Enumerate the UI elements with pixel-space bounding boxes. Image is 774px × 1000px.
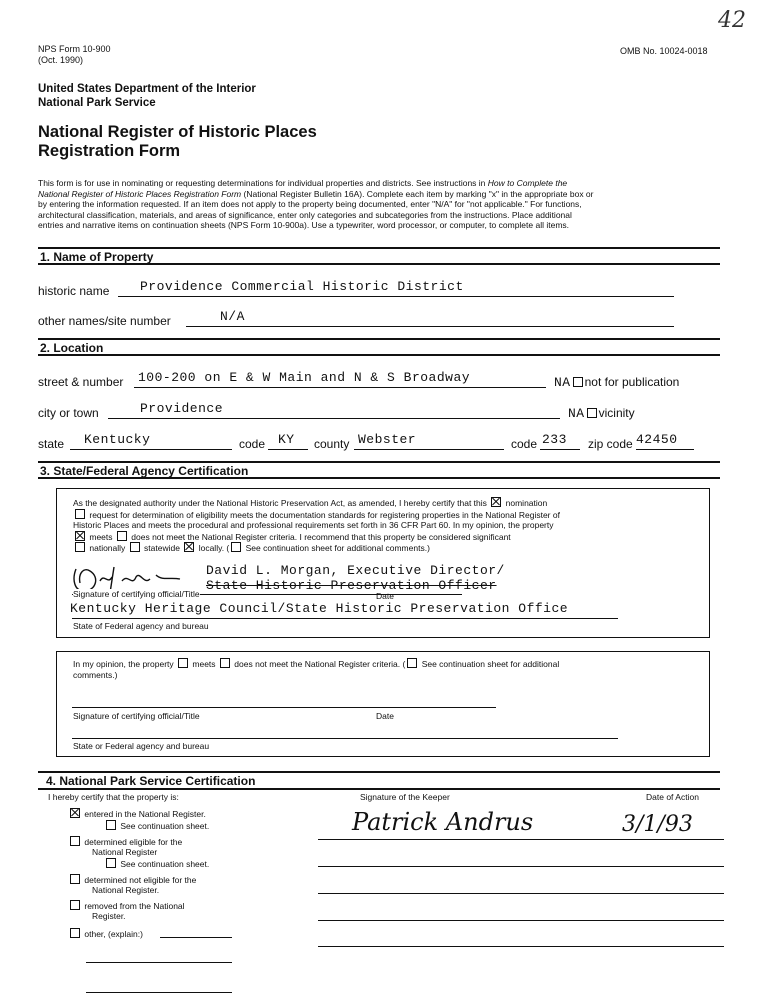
form-date: (Oct. 1990) (38, 55, 84, 65)
field-line (540, 449, 580, 450)
section2-heading: 2. Location (40, 341, 104, 355)
department-name: United States Department of the Interior (38, 83, 256, 95)
historic-name-label: historic name (38, 284, 110, 298)
field-line (268, 449, 308, 450)
state-label: state (38, 437, 65, 451)
field-line (318, 893, 724, 894)
option-removed-line2: Register. (92, 911, 126, 921)
keeper-signature-label: Signature of the Keeper (360, 792, 450, 802)
na-vicinity: NA vicinity (568, 406, 635, 421)
field-line (86, 992, 232, 993)
divider (38, 263, 720, 265)
service-name: National Park Service (38, 97, 156, 109)
signature-line (72, 707, 496, 708)
zip-label: zip code (588, 437, 633, 451)
option-entered: entered in the National Register. (68, 808, 206, 820)
field-line (118, 296, 674, 297)
checkbox-nomination[interactable] (491, 497, 501, 507)
field-line (636, 449, 694, 450)
field-line (70, 449, 232, 450)
divider (38, 771, 720, 773)
option-removed: removed from the National (68, 900, 185, 912)
agency-label: State of Federal agency and bureau (73, 621, 209, 631)
option-other: other, (explain:) (68, 928, 143, 940)
signature-label: Signature of certifying official/Title (73, 589, 200, 599)
checkbox-does-not-meet[interactable] (117, 531, 127, 541)
field-line (72, 738, 618, 739)
date-of-action-label: Date of Action (646, 792, 699, 802)
instructions: This form is for use in nominating or requesting determinations for individual properties and districts. See instructions in How to Complete the National Register of Historic Places Registration Form (National Register Bulletin 16A). Complete each item by marking "x" in the appropriate box or by entering the information requested. If an item does not apply to the property being documented, enter "N/A" for "not applicable." For functions, architectural classification, materials, and areas of significance, enter only categories and subcategories from the instructions. Place additional entries and narrative items on continuation sheets (NPS Form 10-900a). Use a typewriter, word processor, or computer, to complete all items. (38, 178, 594, 230)
omb-number: OMB No. 10024-0018 (620, 46, 708, 56)
field-line (108, 418, 560, 419)
field-line (354, 449, 504, 450)
certification-statement: As the designated authority under the National Historic Preservation Act, as amended, I hereby certify that this nomination request for determination of eligibility meets the documentation standards for registering properties in the National Register of Historic Places and meets the procedural and professional requirements set forth in 36 CFR Part 60. In my opinion, the property meets does not meet the National Register criteria. I recommend that this property be considered significant nationally statewide locally. ( See continuation sheet for additional comments.) (73, 498, 560, 553)
opinion-statement: In my opinion, the property meets does not meet the National Register criteria. ( See continuation sheet for additional comments.) (73, 659, 560, 680)
divider (38, 477, 720, 479)
divider (38, 354, 720, 356)
keeper-signature: Patrick Andrus (352, 808, 534, 836)
field-line (86, 962, 232, 963)
checkbox-entered-continuation[interactable] (106, 820, 116, 830)
other-names-value[interactable]: N/A (220, 309, 245, 324)
county-code-label: code (511, 437, 538, 451)
action-date: 3/1/93 (622, 812, 693, 837)
field-line (318, 946, 724, 947)
checkbox-not-eligible[interactable] (70, 874, 80, 884)
option-not-eligible-line2: National Register. (92, 885, 160, 895)
street-label: street & number (38, 375, 124, 389)
checkbox-removed[interactable] (70, 900, 80, 910)
field-line (134, 387, 546, 388)
checkbox-other[interactable] (70, 928, 80, 938)
divider (38, 338, 720, 340)
date-label: Date (376, 591, 394, 601)
option-entered-continuation: See continuation sheet. (104, 820, 209, 832)
state-value[interactable]: Kentucky (84, 432, 151, 447)
na-not-for-publication: NA not for publication (554, 375, 680, 390)
state-code-value[interactable]: KY (278, 432, 295, 447)
form-id: NPS Form 10-900 (38, 44, 111, 54)
checkbox-locally[interactable] (184, 542, 194, 552)
state-code-label: code (239, 437, 266, 451)
signer-title: State Historic Preservation Officer (206, 578, 497, 593)
checkbox-nationally[interactable] (75, 542, 85, 552)
county-value[interactable]: Webster (358, 432, 417, 447)
option-eligible-continuation: See continuation sheet. (104, 858, 209, 870)
option-eligible: determined eligible for the (68, 836, 182, 848)
form-subtitle: Registration Form (38, 142, 181, 160)
checkbox-determination-request[interactable] (75, 509, 85, 519)
field-line (318, 920, 724, 921)
field-line (160, 937, 232, 938)
option-not-eligible: determined not eligible for the (68, 874, 196, 886)
signature-label-2: Signature of certifying official/Title (73, 711, 200, 721)
section3-heading: 3. State/Federal Agency Certification (40, 464, 249, 478)
other-names-label: other names/site number (38, 314, 171, 328)
option-eligible-line2: National Register (92, 847, 158, 857)
checkbox-opinion-does-not-meet[interactable] (220, 658, 230, 668)
checkbox-statewide[interactable] (130, 542, 140, 552)
historic-name-value[interactable]: Providence Commercial Historic District (140, 279, 464, 294)
checkbox-entered[interactable] (70, 808, 80, 818)
divider (38, 247, 720, 249)
field-line (186, 326, 674, 327)
field-line (318, 866, 724, 867)
checkbox-not-for-publication[interactable] (573, 377, 583, 387)
checkbox-opinion-meets[interactable] (178, 658, 188, 668)
certify-intro: I hereby certify that the property is: (48, 792, 179, 802)
signer-name: David L. Morgan, Executive Director/ (206, 563, 505, 578)
checkbox-meets[interactable] (75, 531, 85, 541)
city-value[interactable]: Providence (140, 401, 224, 416)
agency-value: Kentucky Heritage Council/State Historic Preservation Office (70, 601, 569, 616)
checkbox-eligible[interactable] (70, 836, 80, 846)
section4-heading: 4. National Park Service Certification (46, 774, 256, 788)
agency-label-2: State or Federal agency and bureau (73, 741, 210, 751)
street-value[interactable]: 100-200 on E & W Main and N & S Broadway (138, 370, 471, 385)
checkbox-opinion-continuation[interactable] (407, 658, 417, 668)
zip-value[interactable]: 42450 (636, 432, 678, 447)
county-code-value[interactable]: 233 (542, 432, 567, 447)
checkbox-eligible-continuation[interactable] (106, 858, 116, 868)
field-line (318, 839, 724, 840)
county-label: county (314, 437, 350, 451)
divider (38, 788, 720, 790)
divider (38, 461, 720, 463)
checkbox-vicinity[interactable] (587, 408, 597, 418)
section1-heading: 1. Name of Property (40, 250, 154, 264)
form-title: National Register of Historic Places (38, 123, 317, 141)
checkbox-continuation-sheet[interactable] (231, 542, 241, 552)
city-label: city or town (38, 406, 99, 420)
date-label-2: Date (376, 711, 394, 721)
field-line (72, 618, 618, 619)
corner-handwritten-note: 42 (718, 8, 746, 33)
